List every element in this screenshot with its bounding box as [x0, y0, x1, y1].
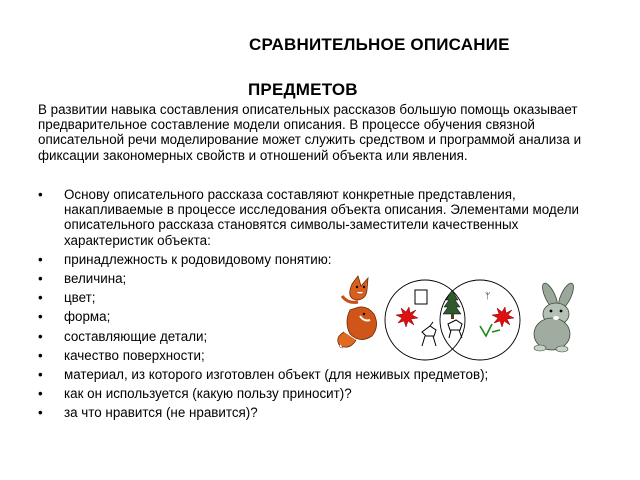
color-splat-icon [396, 307, 418, 327]
list-item-text: форма; [64, 309, 111, 325]
list-item [38, 252, 598, 267]
list-item [38, 405, 598, 420]
color-splat-icon [492, 307, 514, 327]
bullet-icon: • [38, 251, 43, 267]
list-item-text: величина; [64, 271, 127, 287]
venn-diagram-icon [385, 280, 520, 360]
list-item-text: цвет; [64, 290, 96, 306]
bullet-icon: • [38, 290, 43, 306]
fox-icon [338, 276, 377, 348]
rabbit-icon [534, 281, 576, 352]
title-line-2: ПРЕДМЕТОВ [248, 80, 358, 99]
bullet-icon: • [38, 328, 43, 344]
list-item-text: Основу описательного рассказа составляют конкретные представления, накапливаемые в процессе исследования объекта описания. Элементами модели описательного рассказа становятся символы-заместители качественных характеристик объекта: [64, 187, 580, 248]
list-item [38, 348, 324, 363]
shape-icon [448, 320, 462, 338]
list-item-text: качество поверхности; [64, 347, 205, 363]
list-item [38, 271, 324, 286]
list-item-text: за что нравится (не нравится)? [64, 405, 258, 421]
bullet-icon: • [38, 367, 43, 383]
tree-icon [443, 290, 461, 319]
list-item-text: принадлежность к родовидовому понятию: [64, 251, 332, 267]
list-item [38, 290, 324, 305]
svg-text:ᛘ: ᛘ [485, 292, 491, 302]
comparison-figure [330, 274, 580, 374]
shape-icon [422, 322, 436, 346]
list-item [38, 386, 598, 401]
title-line-1: СРАВНИТЕЛЬНОЕ ОПИСАНИЕ [249, 35, 510, 54]
bullet-icon: • [38, 187, 43, 202]
bullet-icon: • [38, 405, 43, 421]
list-item-text: как он используется (какую пользу приносит)? [64, 386, 352, 402]
bullet-icon: • [38, 271, 43, 287]
list-item-text: материал, из которого изготовлен объект (для неживых предметов); [64, 367, 489, 383]
bullet-icon: • [38, 347, 43, 363]
list-item [38, 329, 324, 344]
list-item [38, 187, 598, 248]
bullet-icon: • [38, 386, 43, 402]
bullet-icon: • [38, 309, 43, 325]
check-icon [480, 324, 500, 336]
list-item [38, 309, 324, 324]
intro-paragraph: В развитии навыка составления описательных рассказов большую помощь оказывает предварительное составление модели описания. В процессе обучения связной описательной речи моделирование может служить средством и программой анализа и фиксации закономерных свойств и отношений объекта или явления. [38, 102, 582, 163]
list-item-text: составляющие детали; [64, 328, 208, 344]
